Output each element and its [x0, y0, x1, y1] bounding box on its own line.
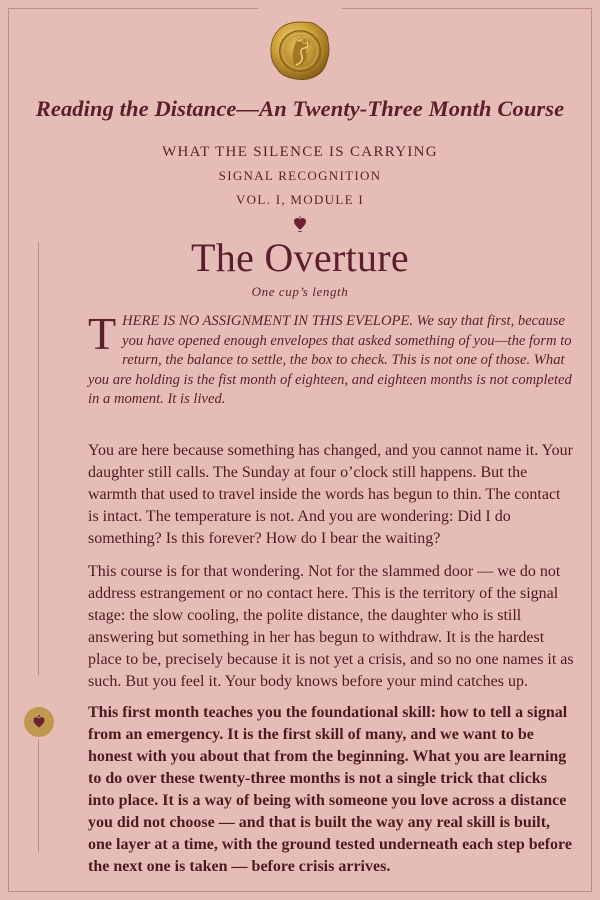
margin-rule-bottom	[38, 740, 39, 852]
margin-rule-top	[38, 242, 39, 675]
module-subtitle: One cup’s length	[251, 284, 349, 299]
body-paragraph-2: This course is for that wondering. Not for the slammed door — we do not address estrangement or no contact here. This is the territory of the signal stage: the slow cooling, the polite distance, the daughter who is still answering but something in her has begun to withdraw. It is the hardest place to be, precisely because it is not yet a crisis, and so no one names it as such. But you feel it. Your body knows before your mind catches up.	[88, 563, 574, 690]
volume-heading: VOL. I, MODULE I	[235, 192, 365, 207]
body-paragraph-1: You are here because something has changed, and you cannot name it. Your daughter still calls. The Sunday at four o’clock still happens. But the warmth that used to travel inside the words has begun to thin. The contact is intact. The temperature is not. And you are wondering: Did I do something? Is this forever? How do I bear the waiting?	[88, 442, 573, 547]
intro-paragraph	[88, 308, 574, 410]
wax-seal-portrait-icon	[269, 20, 331, 82]
heart-ornament-icon	[293, 216, 307, 232]
course-title: Reading the Distance—An Twenty-Three Month Course	[35, 96, 565, 121]
divider-ornament	[0, 216, 600, 232]
seal-container	[0, 20, 600, 82]
heart-medallion-icon	[24, 707, 54, 737]
stage-heading: SIGNAL RECOGNITION	[218, 168, 382, 183]
body-paragraph-3: This first month teaches you the foundational skill: how to tell a signal from an emergency. It is the first skill of many, and we want to be honest with you about that from the beginning. What you are learning to do over these twenty-three months is not a single trick that clicks into place. It is a way of being with someone you love across a distance you did not choose — and that is built the way any real skill is built, one layer at a time, with the ground tested underneath each step before the next one is taken — before crisis arrives.	[88, 704, 572, 875]
module-title: The Overture	[191, 235, 409, 280]
intro-text: HERE IS NO ASSIGNMENT IN THIS EVELOPE. We say that first, because you have opened enough envelopes that asked something of you—the form to return, the balance to settle, the box to check. This is not one of those. What you are holding is the fist month of eighteen, and eighteen months is not completed in a moment. It is lived.	[88, 313, 572, 408]
section-heading: WHAT THE SILENCE IS CARRYING	[162, 144, 438, 160]
drop-cap: T	[88, 308, 117, 359]
